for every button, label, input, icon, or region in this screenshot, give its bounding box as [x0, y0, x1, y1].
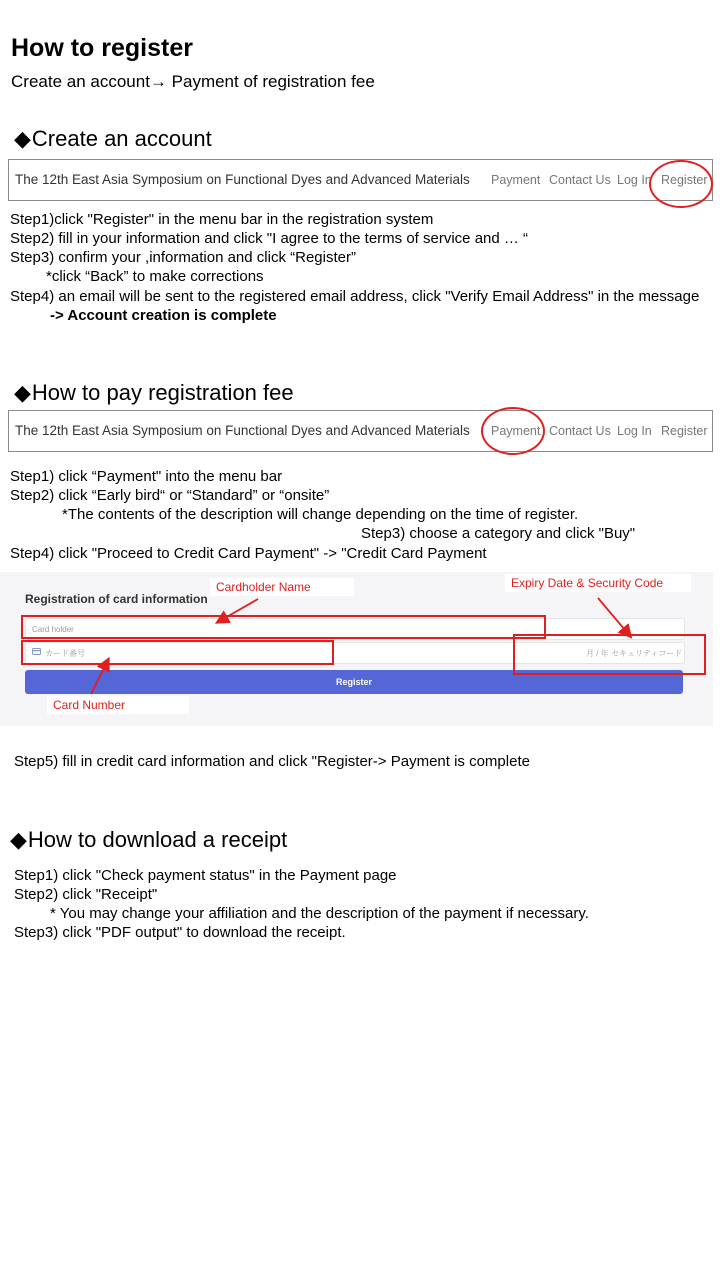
nav-payment[interactable]: Payment — [491, 173, 541, 187]
pay-step-3: Step3) choose a category and click "Buy" — [361, 525, 636, 542]
create-step-2: Step2) fill in your information and click "I agree to the terms of service and … “ — [10, 230, 529, 247]
receipt-step-2-note: * You may change your affiliation and the description of the payment if necessary. — [50, 905, 589, 922]
section-title: How to pay registration fee — [31, 380, 294, 405]
diamond-bullet-icon: ◆ — [14, 380, 31, 405]
site-title: The 12th East Asia Symposium on Functional Dyes and Advanced Materials — [15, 423, 470, 438]
site-title: The 12th East Asia Symposium on Functional Dyes and Advanced Materials — [15, 172, 470, 187]
section-heading-receipt — [10, 827, 287, 853]
annotation-card-number: Card Number — [47, 696, 189, 714]
arrow-cardholder — [218, 599, 258, 622]
page-subtitle: Create an account→ Payment of registration fee — [11, 72, 375, 91]
nav-contact[interactable]: Contact Us — [549, 173, 611, 187]
annotation-cardholder-name: Cardholder Name — [210, 578, 354, 596]
create-step-4: Step4) an email will be sent to the registered email address, click "Verify Email Address" in the message — [10, 288, 700, 305]
nav-register[interactable]: Register — [661, 424, 708, 438]
security-code-placeholder: セキュリティコード — [611, 649, 683, 658]
diamond-bullet-icon: ◆ — [10, 827, 27, 852]
pay-step-1: Step1) click “Payment" into the menu bar — [10, 468, 283, 485]
pay-step-2-note: *The contents of the description will change depending on the time of register. — [62, 506, 579, 523]
nav-bar-screenshot-register — [8, 159, 713, 201]
section-heading-pay-fee — [14, 380, 294, 406]
nav-bar-screenshot-payment — [8, 410, 713, 452]
arrow-card-number — [91, 660, 108, 694]
expiry-placeholder: 月 / 年 — [586, 649, 609, 658]
nav-login[interactable]: Log In — [617, 173, 652, 187]
receipt-step-1: Step1) click "Check payment status" in the Payment page — [14, 867, 397, 884]
page-title: How to register — [11, 34, 193, 62]
create-step-3: Step3) confirm your ,information and click “Register” — [10, 249, 356, 266]
arrow-expiry — [598, 598, 630, 636]
section-title: Create an account — [31, 126, 212, 151]
nav-register[interactable]: Register — [661, 173, 708, 187]
create-step-1: Step1)click "Register" in the menu bar in the registration system — [10, 211, 434, 228]
pay-step-5: Step5) fill in credit card information and click "Register-> Payment is complete — [14, 753, 530, 770]
section-title: How to download a receipt — [27, 827, 288, 852]
receipt-step-2: Step2) click "Receipt" — [14, 886, 158, 903]
receipt-step-3: Step3) click "PDF output" to download the receipt. — [14, 924, 346, 941]
section-heading-create-account — [14, 126, 212, 152]
cardholder-placeholder: Card holder — [32, 625, 74, 634]
pay-step-4: Step4) click "Proceed to Credit Card Payment" -> "Credit Card Payment — [10, 545, 487, 562]
nav-login[interactable]: Log In — [617, 424, 652, 438]
nav-payment[interactable]: Payment — [491, 424, 541, 438]
create-step-3-note: *click “Back” to make corrections — [46, 268, 264, 285]
create-complete: -> Account creation is complete — [50, 307, 277, 324]
card-form-screenshot — [0, 572, 713, 726]
highlight-circle-payment — [481, 407, 545, 455]
diamond-bullet-icon: ◆ — [14, 126, 31, 151]
pay-step-2: Step2) click “Early bird“ or “Standard” or “onsite” — [10, 487, 330, 504]
register-button[interactable]: Register — [25, 670, 683, 694]
highlight-circle-register — [649, 160, 713, 208]
nav-contact[interactable]: Contact Us — [549, 424, 611, 438]
card-number-placeholder: カード番号 — [45, 649, 85, 658]
card-form-heading: Registration of card information — [25, 592, 208, 606]
annotation-arrows — [0, 572, 713, 726]
annotation-expiry-security: Expiry Date & Security Code — [505, 574, 691, 592]
